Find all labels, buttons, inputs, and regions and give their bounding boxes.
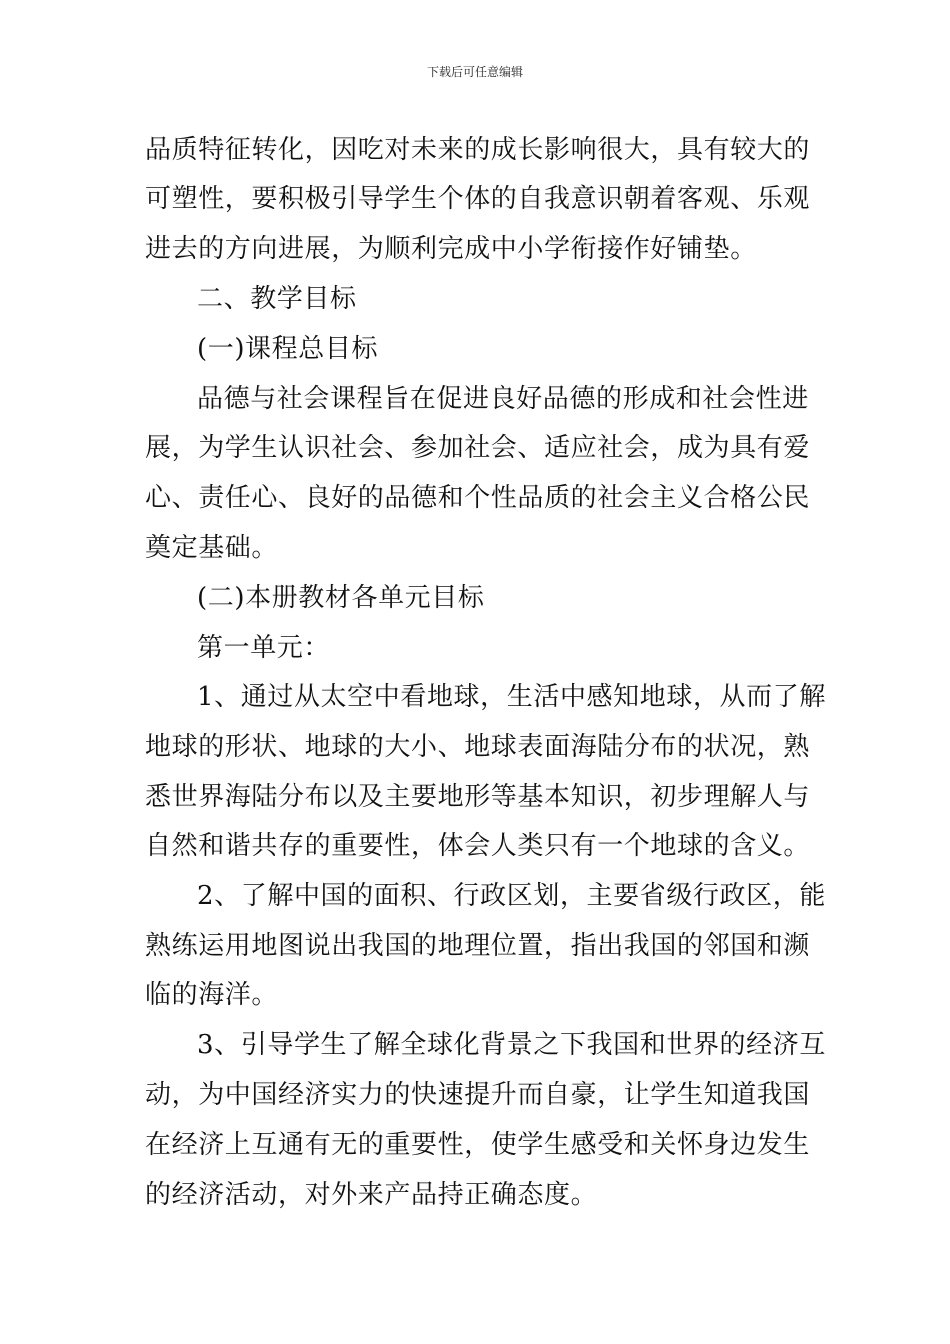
paragraph-line: 心、责任心、良好的品德和个性品质的社会主义合格公民 [145,483,811,513]
paragraph-line: 地球的形状、地球的大小、地球表面海陆分布的状况，熟 [145,732,811,762]
paragraph-line: 动，为中国经济实力的快速提升而自豪，让学生知道我国 [145,1080,811,1110]
paragraph-line: 3、引导学生了解全球化背景之下我国和世界的经济互 [197,1030,826,1060]
paragraph-line: 品德与社会课程旨在促进良好品德的形成和社会性进 [197,384,809,414]
subsection-heading: (二)本册教材各单元目标 [197,583,485,613]
section-heading: 二、教学目标 [197,284,357,314]
paragraph-line: 临的海洋。 [145,980,279,1010]
paragraph-line: 可塑性，要积极引导学生个体的自我意识朝着客观、乐观 [145,184,811,214]
paragraph-line: 展，为学生认识社会、参加社会、适应社会，成为具有爱 [145,433,811,463]
paragraph-line: 自然和谐共存的重要性，体会人类只有一个地球的含义。 [145,831,811,861]
unit-heading: 第一单元： [197,633,331,663]
page-header: 下载后可任意编辑 [426,65,523,79]
paragraph-line: 品质特征转化，因吃对未来的成长影响很大，具有较大的 [145,135,811,165]
paragraph-line: 2、了解中国的面积、行政区划，主要省级行政区，能 [197,881,826,911]
subsection-heading: (一)课程总目标 [197,334,379,364]
paragraph-line: 悉世界海陆分布以及主要地形等基本知识，初步理解人与 [145,782,811,812]
paragraph-line: 奠定基础。 [145,533,279,563]
paragraph-line: 的经济活动，对外来产品持正确态度。 [145,1180,598,1210]
paragraph-line: 熟练运用地图说出我国的地理位置，指出我国的邻国和濒 [145,931,811,961]
paragraph-line: 进去的方向进展，为顺利完成中小学衔接作好铺垫。 [145,234,757,264]
paragraph-line: 在经济上互通有无的重要性，使学生感受和关怀身边发生 [145,1130,811,1160]
paragraph-line: 1、通过从太空中看地球，生活中感知地球，从而了解 [197,682,826,712]
